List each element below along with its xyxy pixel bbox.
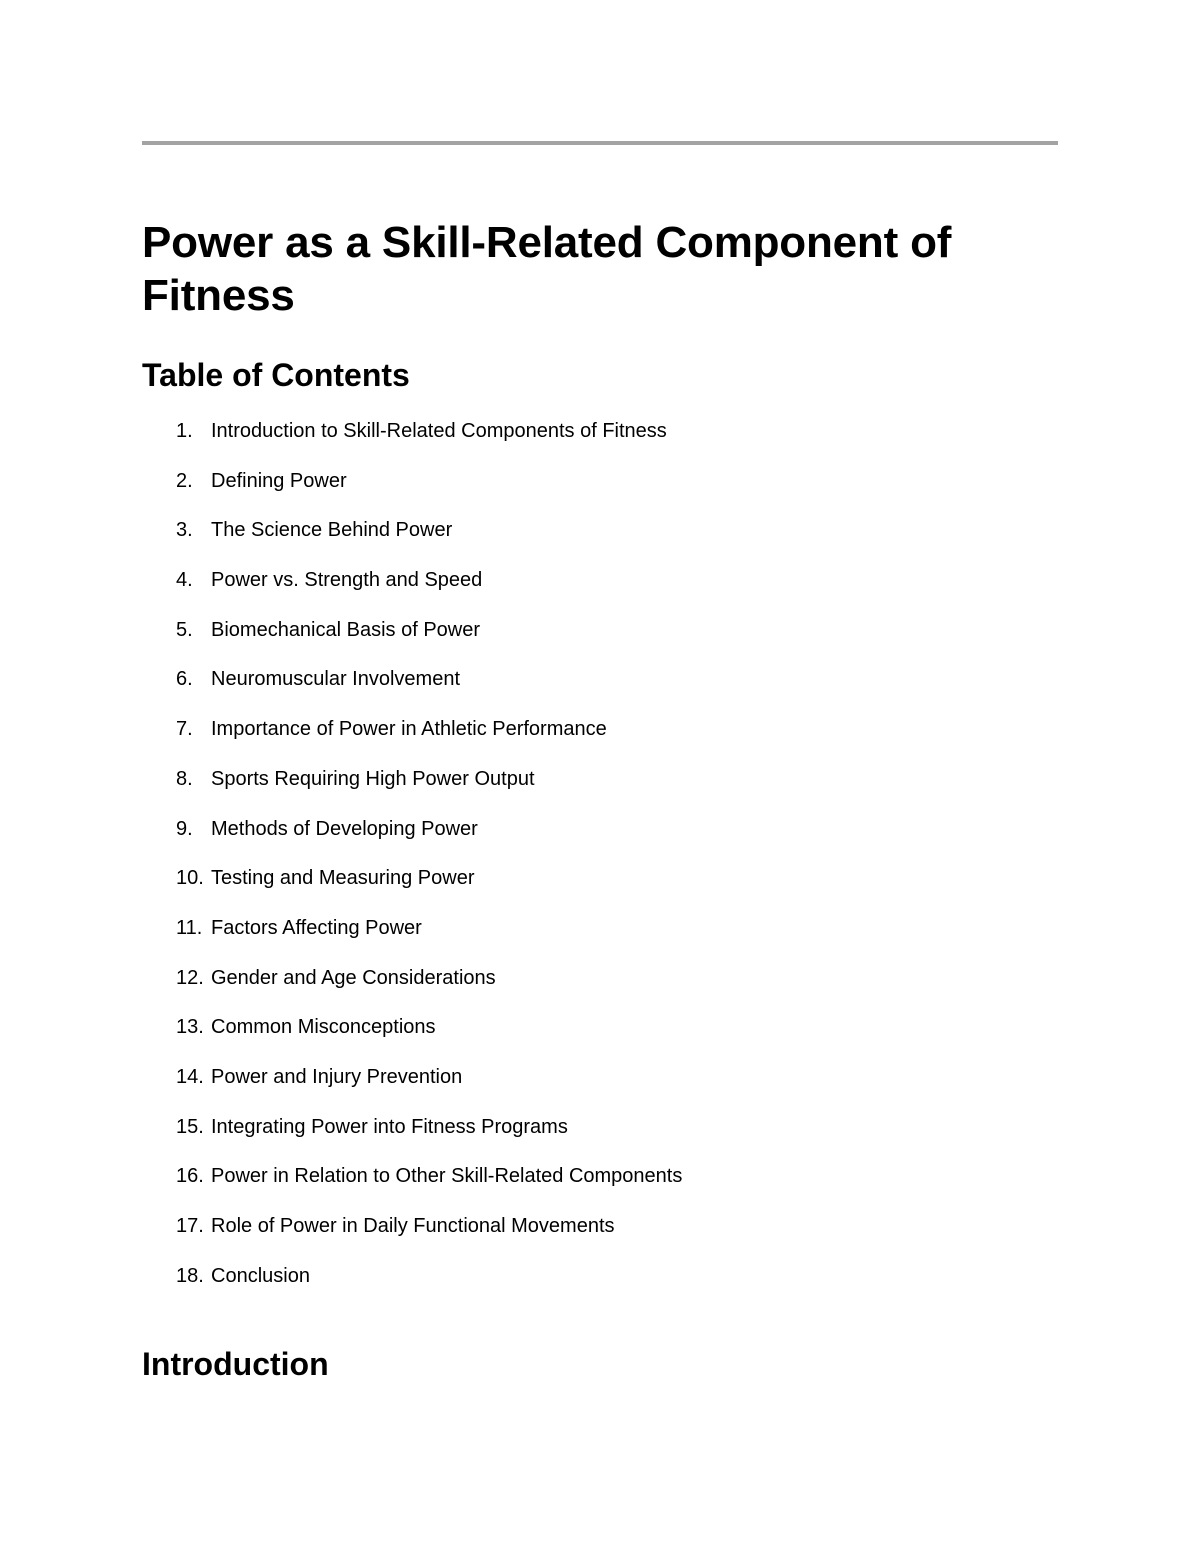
toc-item-number: 12. xyxy=(176,966,204,989)
toc-heading: Table of Contents xyxy=(142,357,410,393)
toc-item-number: 2. xyxy=(176,469,193,492)
horizontal-rule xyxy=(142,141,1058,145)
toc-item-number: 11. xyxy=(176,916,203,939)
toc-item-label: Defining Power xyxy=(211,469,347,492)
toc-item-number: 15. xyxy=(176,1115,204,1138)
toc-item-label: Introduction to Skill-Related Components of Fitness xyxy=(211,420,667,442)
toc-item-number: 7. xyxy=(176,718,193,741)
toc-item-label: Factors Affecting Power xyxy=(211,916,422,939)
toc-item-number: 5. xyxy=(176,618,193,641)
toc-item-label: Gender and Age Considerations xyxy=(211,966,496,989)
toc-item-label: Power and Injury Prevention xyxy=(211,1065,463,1088)
toc-item-number: 18. xyxy=(176,1264,204,1287)
toc-item-label: Testing and Measuring Power xyxy=(211,867,475,890)
toc-item-number: 6. xyxy=(176,668,193,691)
toc-item-number: 4. xyxy=(176,569,193,592)
toc-item-label: The Science Behind Power xyxy=(211,519,453,542)
toc-item-label: Neuromuscular Involvement xyxy=(211,668,460,691)
toc-item-number: 3. xyxy=(176,519,193,542)
toc-item-label: Conclusion xyxy=(211,1264,310,1287)
toc-item-label: Biomechanical Basis of Power xyxy=(211,618,481,641)
toc-item-number: 1. xyxy=(176,420,193,442)
section-heading-introduction: Introduction xyxy=(142,1346,329,1382)
toc-item-number: 16. xyxy=(176,1165,204,1188)
toc-item-label: Power vs. Strength and Speed xyxy=(211,569,483,592)
toc-item-label: Role of Power in Daily Functional Movements xyxy=(211,1215,615,1237)
toc-item-number: 8. xyxy=(176,767,193,790)
document-title: Power as a Skill-Related Component of Fitness xyxy=(142,218,952,320)
toc-item-label: Sports Requiring High Power Output xyxy=(211,767,535,790)
toc-item-label: Common Misconceptions xyxy=(211,1016,436,1039)
toc-item-number: 14. xyxy=(176,1065,204,1088)
toc-item-label: Integrating Power into Fitness Programs xyxy=(211,1115,568,1138)
toc-item-number: 17. xyxy=(176,1215,204,1237)
toc-item-label: Importance of Power in Athletic Performance xyxy=(211,718,607,741)
toc-item-label: Power in Relation to Other Skill-Related Components xyxy=(211,1165,683,1188)
toc-item-number: 9. xyxy=(176,817,193,840)
toc-item-number: 13. xyxy=(176,1016,204,1039)
toc-item-number: 10. xyxy=(176,867,204,890)
toc-item-label: Methods of Developing Power xyxy=(211,817,478,840)
